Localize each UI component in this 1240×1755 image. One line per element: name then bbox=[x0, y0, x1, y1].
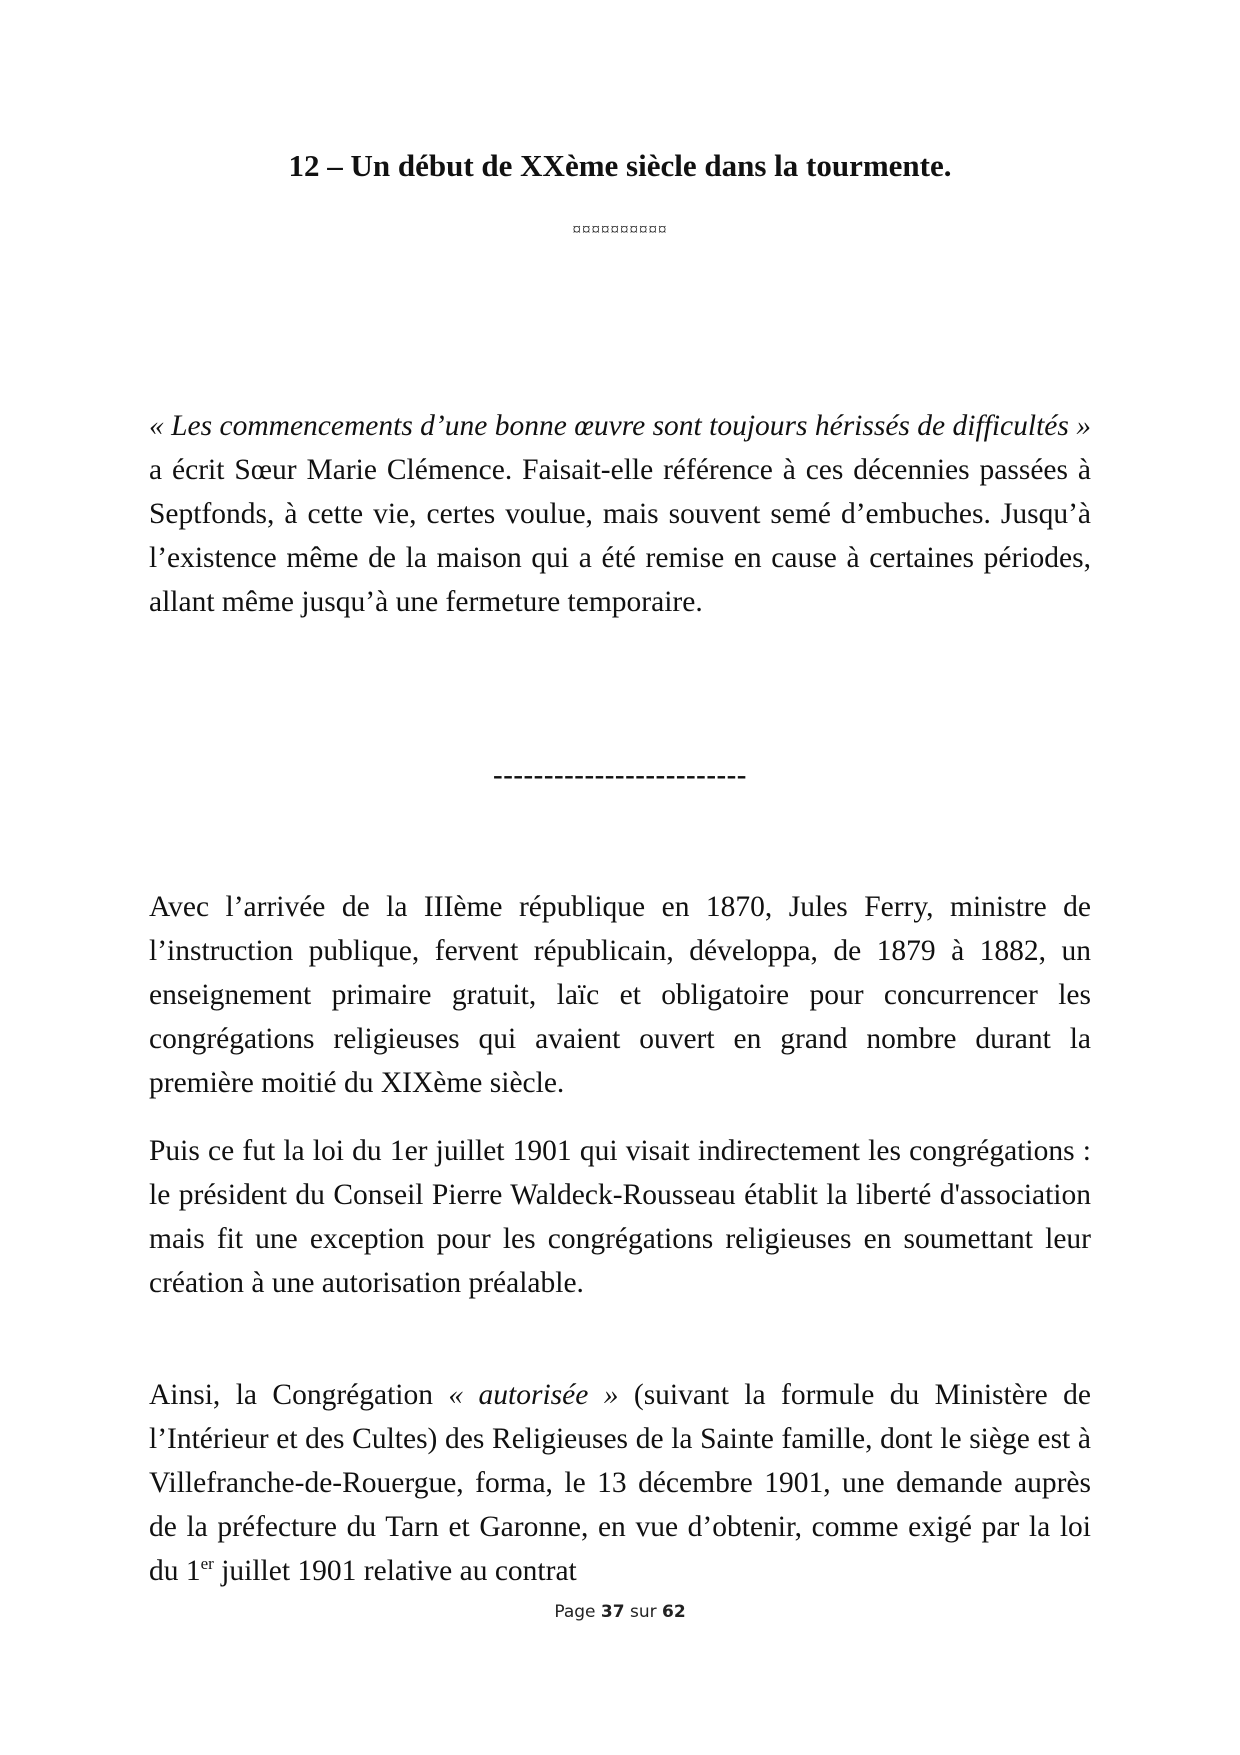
intro-paragraph bbox=[149, 404, 1091, 624]
p3-start: Ainsi, la Congrégation bbox=[149, 1379, 449, 1411]
intro-quote: « Les commencements d’une bonne œuvre sont toujours hérissés de difficultés » bbox=[149, 410, 1091, 442]
title-ornament: ¤¤¤¤¤¤¤¤¤¤ bbox=[572, 220, 668, 239]
p3-italic: « autorisée » bbox=[448, 1379, 619, 1411]
footer-total-pages: 62 bbox=[662, 1602, 686, 1622]
paragraph-ferry: Avec l’arrivée de la IIIème république en 1870, Jules Ferry, ministre de l’instruction publique, fervent républicain, développa, de 1879 à 1882, un enseignement primaire gratuit, laïc et obligatoire pour concurrencer les congrégations religieuses qui avaient ouvert en grand nombre durant la première moitié du XIXème siècle. bbox=[149, 891, 1091, 1099]
p3-superscript: er bbox=[200, 1554, 214, 1574]
page-footer bbox=[0, 1600, 1240, 1624]
footer-page-number: 37 bbox=[600, 1602, 625, 1622]
p3-middle: (suivant la formule du Ministère de l’Intérieur et des Cultes) des Religieuses de la Sainte famille, dont le siège est à Villefranche-de-Rouergue, forma, le 13 décembre 1901, une demande auprès de la préfecture du Tarn et Garonne, en vue d’obtenir, comme exigé par la loi du 1 bbox=[149, 1379, 1091, 1587]
intro-text: a écrit Sœur Marie Clémence. Faisait-elle référence à ces décennies passées à Septfonds, à cette vie, certes voulue, mais souvent semé d’embuches. Jusqu’à l’existence même de la maison qui a été remise en cause à certaines périodes, allant même jusqu’à une fermeture temporaire. bbox=[149, 454, 1091, 618]
footer-of-label: sur bbox=[624, 1602, 662, 1622]
paragraph-congregation bbox=[149, 1373, 1091, 1593]
section-separator: ------------------------- bbox=[493, 759, 747, 791]
p3-end: juillet 1901 relative au contrat bbox=[213, 1555, 577, 1587]
footer-page-label: Page bbox=[554, 1602, 601, 1622]
paragraph-loi-1901: Puis ce fut la loi du 1er juillet 1901 qui visait indirectement les congrégations : le président du Conseil Pierre Waldeck-Rousseau établit la liberté d'association mais fit une exception pour les congrégations religieuses en soumettant leur création à une autorisation préalable. bbox=[149, 1135, 1091, 1299]
page-title: 12 – Un début de XXème siècle dans la tourmente. bbox=[288, 148, 952, 183]
